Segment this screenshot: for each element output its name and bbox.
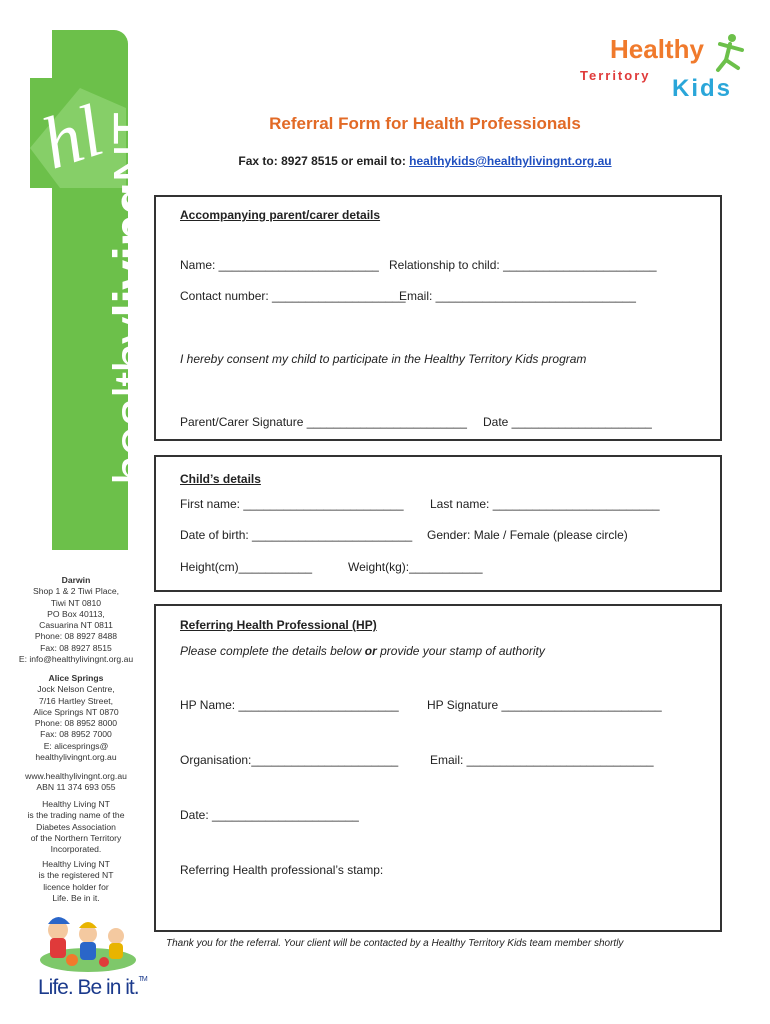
form-title: Referral Form for Health Professionals <box>269 114 581 133</box>
gender-field[interactable]: Gender: Male / Female (please circle) <box>427 528 628 542</box>
fax-email-link[interactable]: healthykids@healthylivingnt.org.au <box>409 154 612 168</box>
last-name-field[interactable]: Last name: _________________________ <box>430 497 660 511</box>
consent-statement: I hereby consent my child to participate in the Healthy Territory Kids program <box>180 352 587 366</box>
alice-springs-contact <box>0 673 152 763</box>
darwin-line: PO Box 40113, <box>47 608 105 619</box>
website-abn <box>0 771 152 794</box>
darwin-line: Darwin <box>61 575 91 585</box>
alice-line: Phone: 08 8952 8000 <box>34 718 118 729</box>
alice-line: Alice Springs NT 0870 <box>33 706 119 717</box>
organisation-field[interactable]: Organisation:______________________ <box>180 753 399 767</box>
hp-instruction: Please complete the details below or provide your stamp of authority <box>180 644 545 658</box>
darwin-line: Tiwi NT 0810 <box>50 597 102 608</box>
kids-illustration <box>36 910 140 974</box>
weight-field[interactable]: Weight(kg):___________ <box>348 560 483 574</box>
parent-name-field[interactable]: Name: ________________________ <box>180 258 379 272</box>
licence-line: Healthy Living NT <box>42 859 110 869</box>
svg-text:Healthy: Healthy <box>610 34 704 64</box>
height-field[interactable]: Height(cm)___________ <box>180 560 313 574</box>
parent-email-field[interactable]: Email: ______________________________ <box>399 289 636 303</box>
darwin-line: Casuarina NT 0811 <box>39 620 113 631</box>
contact-number-field[interactable]: Contact number: ____________________ <box>180 289 406 303</box>
darwin-line: Phone: 08 8927 8488 <box>34 631 118 642</box>
first-name-field[interactable]: First name: ________________________ <box>180 497 404 511</box>
svg-text:hl: hl <box>32 89 113 186</box>
alice-line: E: alicesprings@ <box>43 740 109 751</box>
darwin-line: Shop 1 & 2 Tiwi Place, <box>33 586 119 597</box>
life-be-in-it-logo: Life. Be in it.™ <box>38 976 147 999</box>
hp-signature-field[interactable]: HP Signature ________________________ <box>427 698 662 712</box>
licence-note <box>0 859 152 904</box>
trading-line: Healthy Living NT <box>42 799 110 809</box>
healthy-territory-kids-logo <box>580 30 750 102</box>
alice-line: Alice Springs <box>48 673 104 683</box>
svg-text:Territory: Territory <box>580 68 651 83</box>
hp-date-field[interactable]: Date: ______________________ <box>180 808 359 822</box>
web-line: ABN 11 374 693 055 <box>36 782 116 793</box>
child-section-heading: Child’s details <box>180 472 261 486</box>
date-of-birth-field[interactable]: Date of birth: ________________________ <box>180 528 413 542</box>
hp-section-heading: Referring Health Professional (HP) <box>180 618 377 632</box>
hp-stamp-label: Referring Health professional’s stamp: <box>180 863 384 877</box>
hp-email-field[interactable]: Email: ____________________________ <box>430 753 654 767</box>
fax-instructions: Fax to: 8927 8515 or email to: healthykids@healthylivingnt.org.au <box>238 154 612 168</box>
trading-name-note <box>0 799 152 855</box>
alice-line: healthylivingnt.org.au <box>35 752 117 763</box>
trading-line: is the trading name of the <box>27 810 125 821</box>
darwin-line: E: info@healthylivingnt.org.au <box>18 654 134 665</box>
trading-line: Diabetes Association <box>36 821 116 832</box>
thank-you-note: Thank you for the referral. Your client will be contacted by a Healthy Territory Kids team member shortly <box>166 938 624 949</box>
darwin-line: Fax: 08 8927 8515 <box>40 642 112 653</box>
health-professional-section <box>154 604 722 932</box>
parent-section-heading: Accompanying parent/carer details <box>180 208 381 222</box>
web-line: www.healthylivingnt.org.au <box>25 771 127 781</box>
alice-line: 7/16 Hartley Street, <box>38 695 114 706</box>
relationship-field[interactable]: Relationship to child: _______________________ <box>389 258 657 272</box>
licence-line: is the registered NT <box>38 870 114 881</box>
parent-signature-field[interactable]: Parent/Carer Signature ________________________ <box>180 415 467 429</box>
alice-line: Fax: 08 8952 7000 <box>40 729 112 740</box>
svg-text:Kids: Kids <box>672 75 733 102</box>
child-details-section <box>154 455 722 592</box>
trading-line: of the Northern Territory <box>30 832 122 843</box>
licence-line: Life. Be in it. <box>52 892 100 903</box>
parent-carer-section <box>154 195 722 441</box>
darwin-contact <box>0 575 152 665</box>
alice-line: Jock Nelson Centre, <box>37 684 115 695</box>
hp-name-field[interactable]: HP Name: ________________________ <box>180 698 399 712</box>
licence-line: licence holder for <box>43 881 109 892</box>
trading-line: Incorporated. <box>50 844 102 855</box>
healthy-living-nt-wordmark: healthylivingNT <box>103 112 163 485</box>
parent-date-field[interactable]: Date _____________________ <box>483 415 652 429</box>
